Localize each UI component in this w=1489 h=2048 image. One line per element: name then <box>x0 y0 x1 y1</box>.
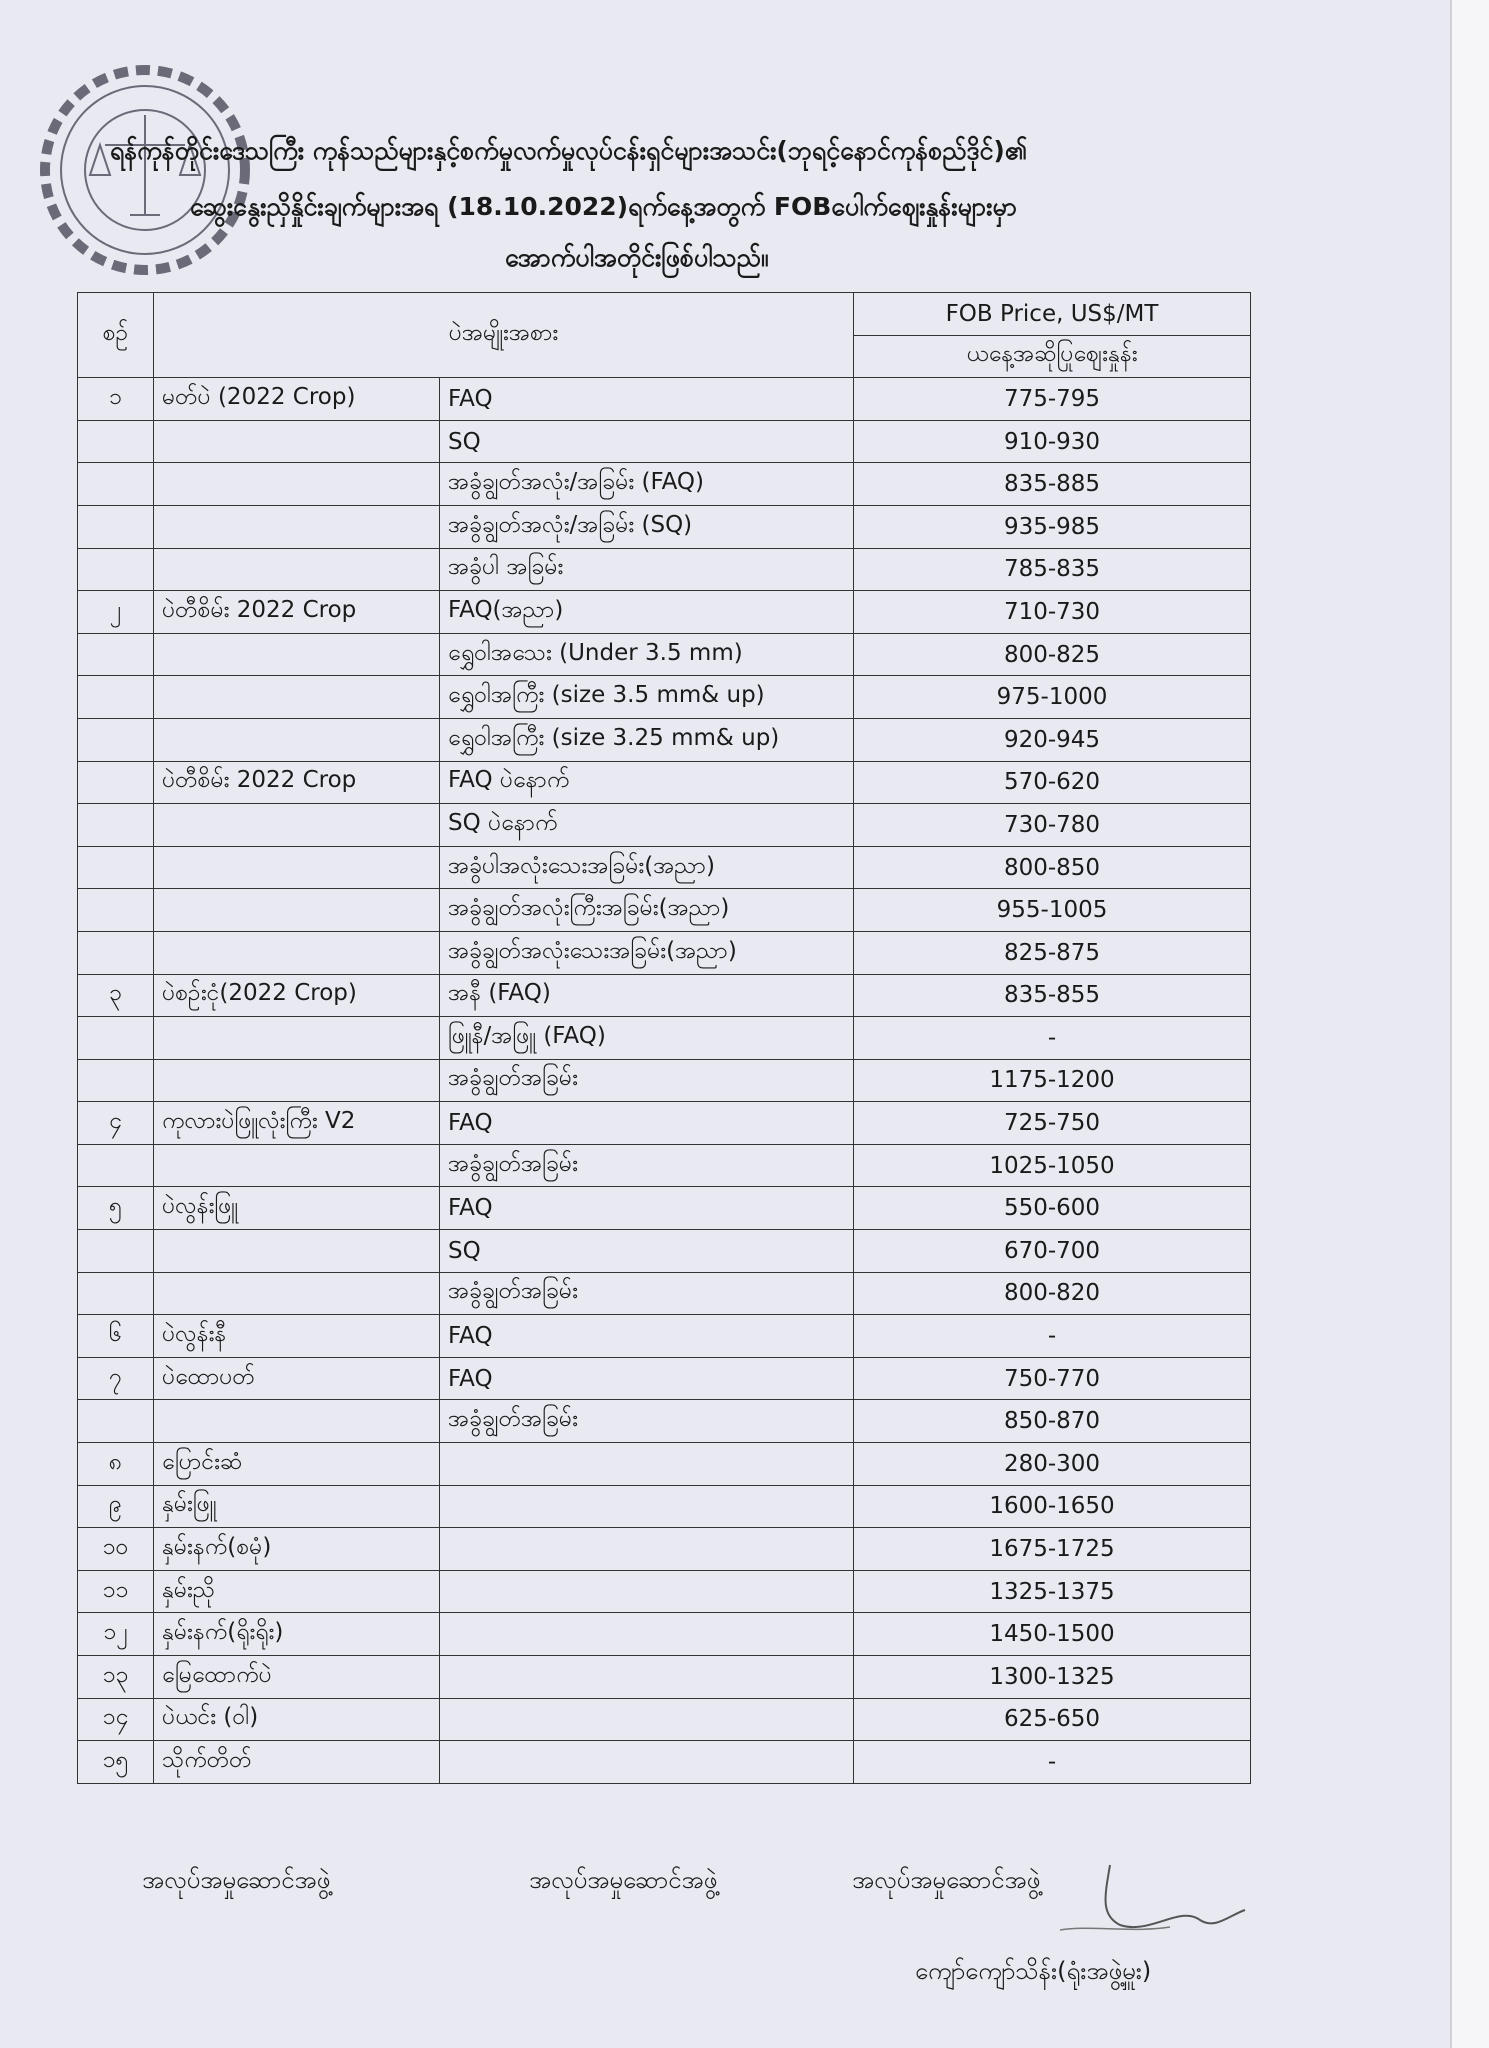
table-row <box>78 548 1251 591</box>
no-cell <box>78 846 154 889</box>
no-cell: ၁ <box>78 378 154 421</box>
table-row <box>78 889 1251 932</box>
price-cell: 1450-1500 <box>854 1613 1251 1656</box>
grade-cell: အခွံချွတ်အလုံး/အခြမ်း (SQ) <box>440 505 854 548</box>
price-cell: 280-300 <box>854 1443 1251 1486</box>
price-cell: 670-700 <box>854 1230 1251 1273</box>
grade-cell <box>440 1570 854 1613</box>
no-cell: ၇ <box>78 1357 154 1400</box>
no-cell: ၁၄ <box>78 1698 154 1741</box>
table-row <box>78 761 1251 804</box>
grade-cell: အခွံပါအလုံးသေးအခြမ်း(အညာ) <box>440 846 854 889</box>
table-row <box>78 1357 1251 1400</box>
footer-label-1: အလုပ်အမှုဆောင်အဖွဲ့ <box>142 1866 331 1894</box>
table-row <box>78 1443 1251 1486</box>
item-cell: နှမ်းနက်(စမုံ) <box>154 1528 440 1571</box>
price-cell: 1325-1375 <box>854 1570 1251 1613</box>
no-cell: ၁၃ <box>78 1656 154 1699</box>
item-cell: ပြောင်းဆံ <box>154 1443 440 1486</box>
grade-cell: အခွံပါ အခြမ်း <box>440 548 854 591</box>
header-no: စဉ် <box>78 293 154 378</box>
grade-cell: FAQ <box>440 1102 854 1145</box>
table-row <box>78 1144 1251 1187</box>
grade-cell: အခွံချွတ်အလုံး/အခြမ်း (FAQ) <box>440 463 854 506</box>
price-cell: 725-750 <box>854 1102 1251 1145</box>
header-price-sub: ယနေ့အဆိုပြုဈေးနှုန်း <box>854 335 1251 378</box>
table-row <box>78 633 1251 676</box>
price-cell: - <box>854 1017 1251 1060</box>
grade-cell: အခွံချွတ်အလုံးသေးအခြမ်း(အညာ) <box>440 931 854 974</box>
item-cell: ပဲတီစိမ်း 2022 Crop <box>154 591 440 634</box>
grade-cell: အခွံချွတ်အခြမ်း <box>440 1059 854 1102</box>
item-cell <box>154 889 440 932</box>
price-cell: 800-850 <box>854 846 1251 889</box>
no-cell: ၉ <box>78 1485 154 1528</box>
grade-cell: SQ <box>440 420 854 463</box>
table-row <box>78 1613 1251 1656</box>
item-cell: နှမ်းညို <box>154 1570 440 1613</box>
table-row <box>78 1315 1251 1358</box>
no-cell: ၄ <box>78 1102 154 1145</box>
table-body <box>78 378 1251 1784</box>
grade-cell <box>440 1613 854 1656</box>
item-cell <box>154 718 440 761</box>
no-cell: ၈ <box>78 1443 154 1486</box>
item-cell: ကုလားပဲဖြူလုံးကြီး V2 <box>154 1102 440 1145</box>
item-cell: နှမ်းနက်(ရိုးရိုး) <box>154 1613 440 1656</box>
no-cell <box>78 676 154 719</box>
no-cell <box>78 761 154 804</box>
price-cell: 910-930 <box>854 420 1251 463</box>
price-cell: 835-855 <box>854 974 1251 1017</box>
item-cell: မြေထောက်ပဲ <box>154 1656 440 1699</box>
price-cell: 850-870 <box>854 1400 1251 1443</box>
table-row <box>78 1400 1251 1443</box>
no-cell <box>78 1017 154 1060</box>
no-cell <box>78 804 154 847</box>
item-cell <box>154 676 440 719</box>
item-cell: မတ်ပဲ (2022 Crop) <box>154 378 440 421</box>
table-row <box>78 420 1251 463</box>
grade-cell: ရွှေဝါအသေး (Under 3.5 mm) <box>440 633 854 676</box>
no-cell <box>78 1144 154 1187</box>
item-cell <box>154 1272 440 1315</box>
price-cell: 750-770 <box>854 1357 1251 1400</box>
price-cell: 570-620 <box>854 761 1251 804</box>
grade-cell: အခွံချွတ်အခြမ်း <box>440 1400 854 1443</box>
no-cell: ၁၂ <box>78 1613 154 1656</box>
price-cell: 1175-1200 <box>854 1059 1251 1102</box>
item-cell <box>154 931 440 974</box>
no-cell <box>78 463 154 506</box>
table-row <box>78 1656 1251 1699</box>
no-cell <box>78 1272 154 1315</box>
price-cell: 625-650 <box>854 1698 1251 1741</box>
table-header-row <box>78 293 1251 336</box>
price-cell: - <box>854 1741 1251 1784</box>
no-cell <box>78 889 154 932</box>
table-row <box>78 1485 1251 1528</box>
grade-cell: ရွှေဝါအကြီး (size 3.25 mm& up) <box>440 718 854 761</box>
price-cell: 730-780 <box>854 804 1251 847</box>
footer-label-2: အလုပ်အမှုဆောင်အဖွဲ့ <box>529 1866 718 1894</box>
price-cell: 975-1000 <box>854 676 1251 719</box>
table-row <box>78 974 1251 1017</box>
header-line-1: ရန်ကုန်တိုင်းဒေသကြီး ကုန်သည်များနှင့်စက်မှုလက်မှုလုပ်ငန်းရှင်များအသင်း(ဘုရင့်နောင်ကုန်စည်ဒိုင်)၏ <box>110 136 1028 165</box>
item-cell <box>154 633 440 676</box>
price-cell: 785-835 <box>854 548 1251 591</box>
price-cell: 800-820 <box>854 1272 1251 1315</box>
grade-cell: FAQ ပဲနောက် <box>440 761 854 804</box>
table-row <box>78 1698 1251 1741</box>
price-cell: 710-730 <box>854 591 1251 634</box>
no-cell: ၃ <box>78 974 154 1017</box>
price-cell: - <box>854 1315 1251 1358</box>
signer-name: ကျော်ကျော်သိန်း(ရုံးအဖွဲ့မှူး) <box>915 1957 1152 1985</box>
item-cell <box>154 1017 440 1060</box>
item-cell: ပဲလွန်းနီ <box>154 1315 440 1358</box>
no-cell <box>78 1230 154 1273</box>
no-cell <box>78 505 154 548</box>
table-row <box>78 1017 1251 1060</box>
no-cell: ၂ <box>78 591 154 634</box>
table-row <box>78 676 1251 719</box>
no-cell: ၁၀ <box>78 1528 154 1571</box>
price-cell: 550-600 <box>854 1187 1251 1230</box>
header-line-2: ဆွေးနွေးညှိနှိုင်းချက်များအရ (18.10.2022)ရက်နေ့အတွက် FOBပေါက်ဈေးနှုန်းများမှာ <box>190 192 1018 221</box>
price-cell: 935-985 <box>854 505 1251 548</box>
no-cell <box>78 1059 154 1102</box>
header-line-3: အောက်ပါအတိုင်းဖြစ်ပါသည်။ <box>505 243 769 272</box>
price-cell: 800-825 <box>854 633 1251 676</box>
grade-cell: FAQ <box>440 378 854 421</box>
grade-cell: SQ <box>440 1230 854 1273</box>
price-cell: 775-795 <box>854 378 1251 421</box>
price-cell: 1675-1725 <box>854 1528 1251 1571</box>
item-cell: နှမ်းဖြူ <box>154 1485 440 1528</box>
price-table <box>77 292 1251 1784</box>
table-row <box>78 1187 1251 1230</box>
item-cell <box>154 463 440 506</box>
no-cell <box>78 718 154 761</box>
grade-cell <box>440 1485 854 1528</box>
no-cell: ၁၁ <box>78 1570 154 1613</box>
grade-cell: ဖြူနီ/အဖြူ (FAQ) <box>440 1017 854 1060</box>
grade-cell <box>440 1656 854 1699</box>
table-row <box>78 804 1251 847</box>
price-cell: 955-1005 <box>854 889 1251 932</box>
item-cell: သိုက်တိတ် <box>154 1741 440 1784</box>
grade-cell: FAQ <box>440 1187 854 1230</box>
price-cell: 1300-1325 <box>854 1656 1251 1699</box>
table-row <box>78 1741 1251 1784</box>
table-row <box>78 1059 1251 1102</box>
table-row <box>78 931 1251 974</box>
no-cell <box>78 1400 154 1443</box>
grade-cell: FAQ <box>440 1357 854 1400</box>
grade-cell: အခွံချွတ်အလုံးကြီးအခြမ်း(အညာ) <box>440 889 854 932</box>
page-edge <box>1450 0 1489 2048</box>
grade-cell: FAQ <box>440 1315 854 1358</box>
price-cell: 1025-1050 <box>854 1144 1251 1187</box>
grade-cell <box>440 1443 854 1486</box>
item-cell <box>154 505 440 548</box>
item-cell <box>154 1230 440 1273</box>
item-cell <box>154 420 440 463</box>
price-cell: 825-875 <box>854 931 1251 974</box>
table-row <box>78 591 1251 634</box>
grade-cell: ရွှေဝါအကြီး (size 3.5 mm& up) <box>440 676 854 719</box>
grade-cell: FAQ(အညာ) <box>440 591 854 634</box>
header-price: FOB Price, US$/MT <box>854 293 1251 336</box>
table-row <box>78 1528 1251 1571</box>
grade-cell: အခွံချွတ်အခြမ်း <box>440 1272 854 1315</box>
no-cell: ၅ <box>78 1187 154 1230</box>
no-cell: ၁၅ <box>78 1741 154 1784</box>
no-cell <box>78 633 154 676</box>
item-cell: ပဲတီစိမ်း 2022 Crop <box>154 761 440 804</box>
item-cell <box>154 846 440 889</box>
item-cell: ပဲယင်း (ဝါ) <box>154 1698 440 1741</box>
table-row <box>78 1272 1251 1315</box>
item-cell: ပဲစဉ်းငုံ(2022 Crop) <box>154 974 440 1017</box>
no-cell <box>78 548 154 591</box>
table-row <box>78 718 1251 761</box>
table-row <box>78 1570 1251 1613</box>
price-cell: 1600-1650 <box>854 1485 1251 1528</box>
item-cell <box>154 804 440 847</box>
table-row <box>78 463 1251 506</box>
no-cell: ၆ <box>78 1315 154 1358</box>
grade-cell <box>440 1741 854 1784</box>
no-cell <box>78 931 154 974</box>
item-cell <box>154 1400 440 1443</box>
item-cell <box>154 1059 440 1102</box>
table-row <box>78 1102 1251 1145</box>
no-cell <box>78 420 154 463</box>
price-cell: 835-885 <box>854 463 1251 506</box>
table-row <box>78 1230 1251 1273</box>
footer-label-3: အလုပ်အမှုဆောင်အဖွဲ့ <box>852 1866 1041 1894</box>
item-cell: ပဲလွန်းဖြူ <box>154 1187 440 1230</box>
table-row <box>78 505 1251 548</box>
item-cell: ပဲထောပတ် <box>154 1357 440 1400</box>
grade-cell <box>440 1698 854 1741</box>
grade-cell <box>440 1528 854 1571</box>
table-row <box>78 846 1251 889</box>
item-cell <box>154 548 440 591</box>
grade-cell: SQ ပဲနောက် <box>440 804 854 847</box>
price-cell: 920-945 <box>854 718 1251 761</box>
grade-cell: အခွံချွတ်အခြမ်း <box>440 1144 854 1187</box>
grade-cell: အနီ (FAQ) <box>440 974 854 1017</box>
header-item: ပဲအမျိုးအစား <box>154 293 854 378</box>
handwritten-signature <box>1050 1845 1250 1955</box>
item-cell <box>154 1144 440 1187</box>
table-row <box>78 378 1251 421</box>
